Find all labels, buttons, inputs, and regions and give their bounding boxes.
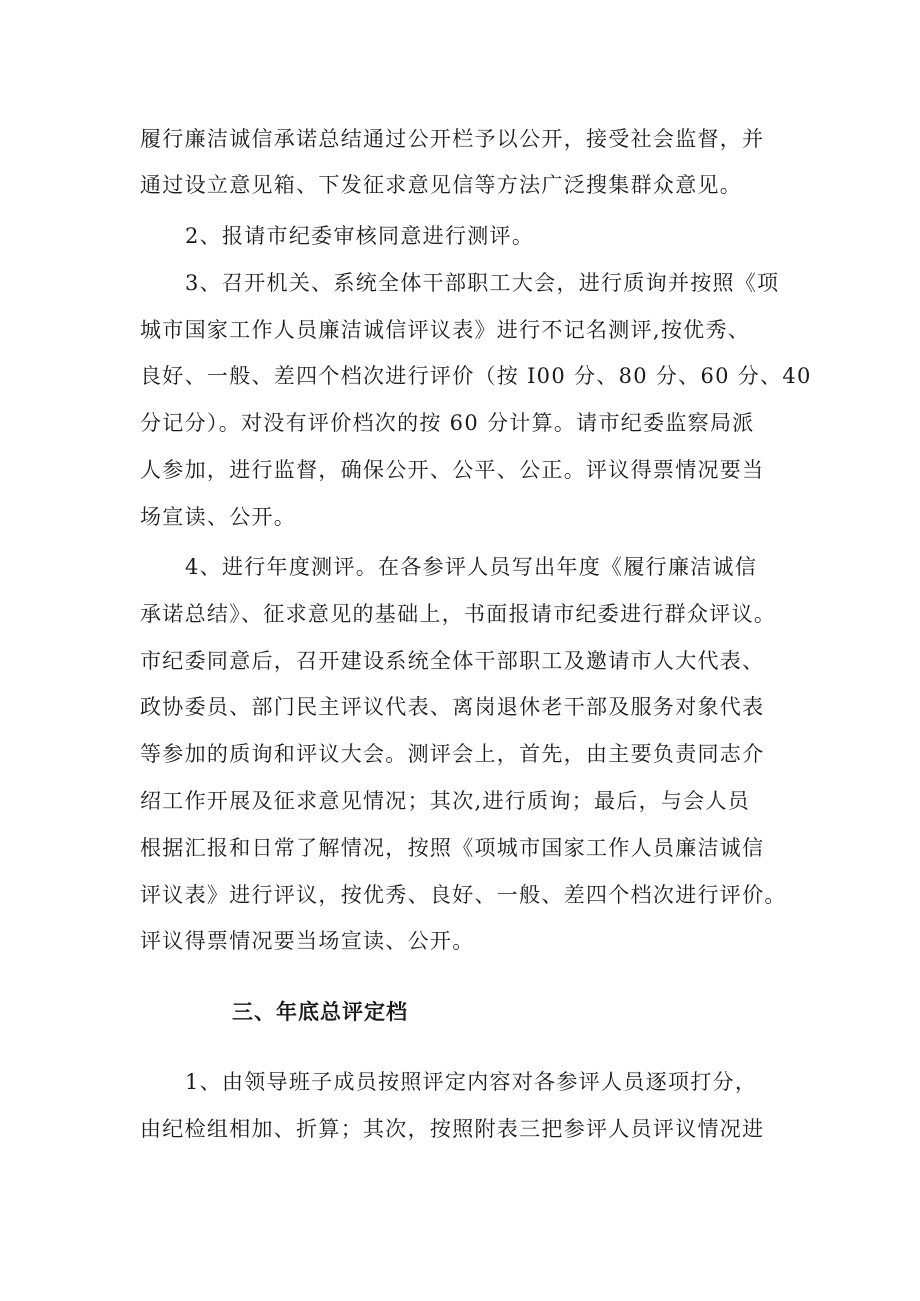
item-4-line-4: 政协委员、部门民主评议代表、离岗退休老干部及服务对象代表 (140, 695, 765, 719)
item-4-line-3: 市纪委同意后，召开建设系统全体干部职工及邀请市人大代表、 (140, 649, 765, 673)
item-3-line-1: 3、召开机关、系统全体干部职工大会，进行质询并按照《项 (185, 271, 780, 295)
item-2-line-1: 2、报请市纪委审核同意进行测评。 (185, 224, 535, 248)
section-3-heading: 三、年底总评定档 (232, 1000, 408, 1024)
item-4-line-7: 根据汇报和日常了解情况，按照《项城市国家工作人员廉洁诚信 (140, 836, 765, 860)
item-4-line-8: 评议表》进行评议，按优秀、良好、一般、差四个档次进行评价。 (140, 883, 787, 907)
item-3-line-6: 场宣读、公开。 (140, 505, 297, 529)
paragraph-a-line-1: 履行廉洁诚信承诺总结通过公开栏予以公开，接受社会监督，并 (140, 127, 765, 151)
item-4-line-9: 评议得票情况要当场宣读、公开。 (140, 929, 475, 953)
section-3-item-1-line-2: 由纪检组相加、折算；其次，按照附表三把参评人员评议情况进 (140, 1117, 765, 1141)
item-4-line-1: 4、进行年度测评。在各参评人员写出年度《履行廉洁诚信 (185, 555, 758, 579)
paragraph-a-line-2: 通过设立意见箱、下发征求意见信等方法广泛搜集群众意见。 (140, 173, 743, 197)
item-3-line-5: 人参加，进行监督，确保公开、公平、公正。评议得票情况要当 (140, 458, 765, 482)
item-3-line-2: 城市国家工作人员廉洁诚信评议表》进行不记名测评,按优秀、 (140, 318, 751, 342)
item-4-line-2: 承诺总结》、征求意见的基础上，书面报请市纪委进行群众评议。 (140, 602, 777, 626)
item-4-line-5: 等参加的质询和评议大会。测评会上，首先，由主要负责同志介 (140, 742, 765, 766)
section-3-item-1-line-1: 1、由领导班子成员按照评定内容对各参评人员逐项打分， (185, 1070, 758, 1094)
item-3-line-4: 分记分）。对没有评价档次的按 60 分计算。请市纪委监察局派 (140, 411, 755, 435)
item-4-line-6: 绍工作开展及征求意见情况；其次,进行质询；最后，与会人员 (140, 789, 751, 813)
item-3-line-3: 良好、一般、差四个档次进行评价（按 I00 分、80 分、60 分、40 (140, 364, 812, 388)
